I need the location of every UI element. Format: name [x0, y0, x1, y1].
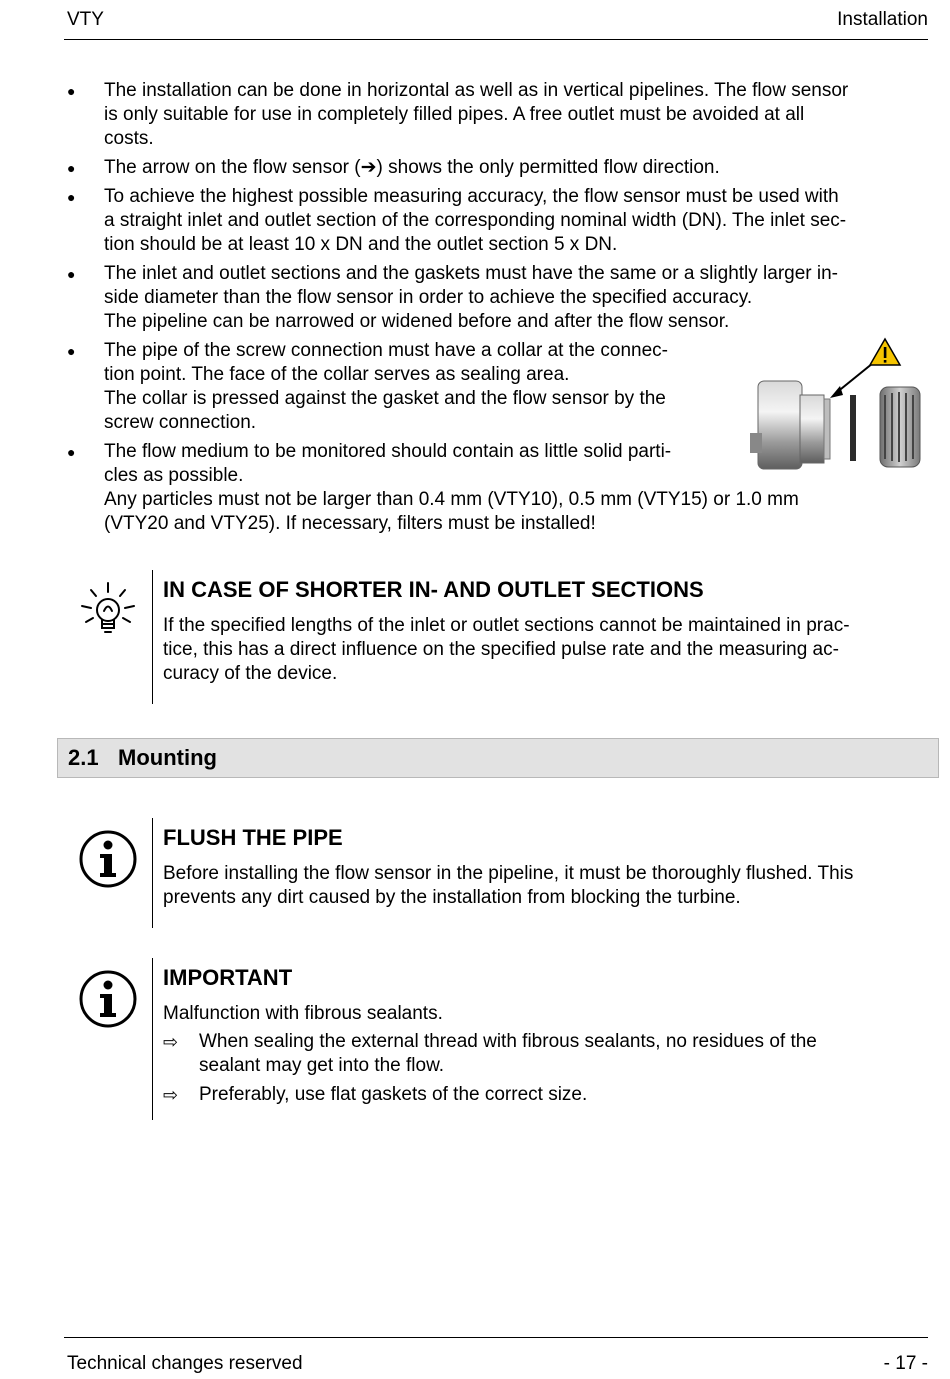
important-note: [152, 958, 817, 1120]
bullet-dot-icon: ●: [67, 266, 76, 282]
bullet-item: ● The inlet and outlet sections and the gaskets must have the same or a slightly larger in- side diameter than the flow sensor in order to achieve the specified accuracy. The pipeline can be narrowed or widened before and after the flow sensor.: [67, 263, 839, 332]
warning-triangle-icon: [870, 339, 900, 365]
bullet-item: ● The flow medium to be monitored should contain as little solid parti- cles as possible. Any particles must not be larger than 0.4 mm (VTY10), 0.5 mm (VTY15) or 1.0 mm (VTY20 and VTY25). If necessary, filters must be installed!: [67, 441, 799, 534]
flush-pipe-body: Before installing the flow sensor in the pipeline, it must be thoroughly flushed. This prevents any dirt caused by the installation from blocking the turbine.: [163, 863, 854, 908]
bullet-item: ● The installation can be done in horizontal as well as in vertical pipelines. The flow sensor is only suitable for use in completely filled pipes. A free outlet must be avoided at all costs.: [67, 80, 849, 149]
flush-pipe-note: [152, 818, 853, 928]
tip-body: If the specified lengths of the inlet or outlet sections cannot be maintained in prac- tice, this has a direct influence on the specified pulse rate and the measuring ac- curacy of the device.: [163, 615, 850, 684]
bullet-item: ● The pipe of the screw connection must have a collar at the connec- tion point. The face of the collar serves as sealing area. The collar is pressed against the gasket and the flow sensor by the screw connection.: [67, 340, 668, 433]
footer-notice: Technical changes reserved: [67, 1353, 303, 1374]
bullet-item: ● The arrow on the flow sensor (➔) shows the only permitted flow direction.: [67, 157, 720, 178]
section-title: Mounting: [118, 745, 217, 770]
lightbulb-icon: [78, 580, 138, 640]
bullet-item: ● To achieve the highest possible measuring accuracy, the flow sensor must be used with a straight inlet and outlet section of the corresponding nominal width (DN). The inlet sec- tion should be at least 10 x DN and the outlet section 5 x DN.: [67, 186, 847, 255]
bullet-dot-icon: ●: [67, 160, 76, 176]
bullet-dot-icon: ●: [67, 189, 76, 205]
header-divider: [64, 39, 928, 40]
screw-connection-photo: [740, 337, 925, 475]
hollow-arrow-icon: ⇨: [163, 1085, 179, 1105]
flush-pipe-title: FLUSH THE PIPE: [163, 825, 343, 850]
step-item: ⇨ Preferably, use flat gaskets of the correct size.: [163, 1084, 588, 1105]
header-chapter: Installation: [837, 9, 928, 30]
important-title: IMPORTANT: [163, 965, 293, 990]
footer-divider: [64, 1337, 928, 1338]
section-number: 2.1: [68, 745, 99, 770]
tip-note: [152, 570, 850, 704]
bullet-dot-icon: ●: [67, 83, 76, 99]
info-icon: [78, 829, 138, 889]
header-product: VTY: [67, 9, 104, 30]
bullet-dot-icon: ●: [67, 343, 76, 359]
hollow-arrow-icon: ⇨: [163, 1032, 179, 1052]
tip-title: IN CASE OF SHORTER IN- AND OUTLET SECTIONS: [163, 577, 704, 602]
important-intro: Malfunction with fibrous sealants.: [163, 1003, 443, 1024]
page-number: - 17 -: [883, 1353, 928, 1374]
bullet-dot-icon: ●: [67, 444, 76, 460]
step-item: ⇨ When sealing the external thread with fibrous sealants, no residues of the sealant may get into the flow.: [163, 1031, 817, 1076]
important-step-list: [163, 1030, 817, 1107]
section-heading: [57, 738, 939, 778]
info-icon: [78, 969, 138, 1029]
